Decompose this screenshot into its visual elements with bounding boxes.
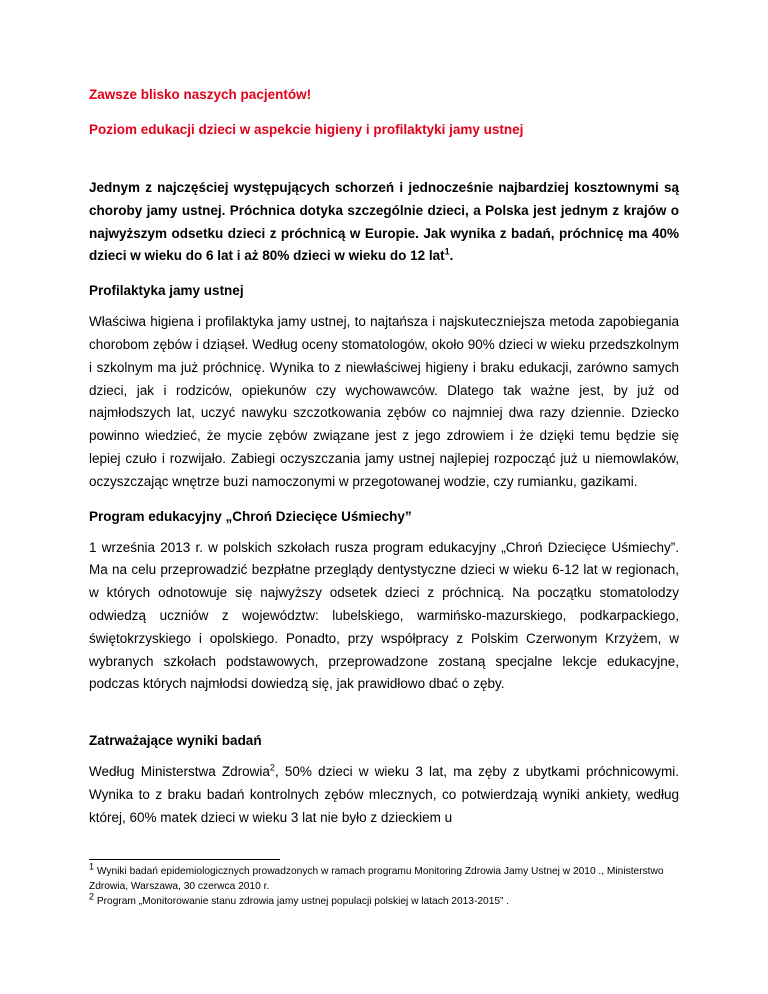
footnote-text-1: Wyniki badań epidemiologicznych prowadzonych w ramach programu Monitoring Zdrowia Jamy Ustnej w 2010 ., Ministerstwo Zdrowia, Warszawa, 30 czerwca 2010 r. [89,866,664,892]
lead-text: Jednym z najczęściej występujących schorzeń i jednocześnie najbardziej kosztownymi są choroby jamy ustnej. Próchnica dotyka szczególnie dzieci, a Polska jest jednym z krajów o najwyższym odsetku dzieci z próchnicą w Europie. Jak wynika z badań, próchnicę ma 40% dzieci w wieku do 6 lat i aż 80% dzieci w wieku do 12 lat [89,180,679,264]
footnote-number-2: 2 [89,891,95,902]
footnote-ref-1: 1 [444,246,450,257]
footnote-number-1: 1 [89,861,95,872]
document-title: Poziom edukacji dzieci w aspekcie higieny i profilaktyki jamy ustnej [89,122,524,137]
section-heading-program: Program edukacyjny „Chroń Dziecięce Uśmiechy” [89,508,412,524]
document-body [89,86,679,830]
wyniki-text-b: , 50% dzieci w wieku 3 lat, ma zęby z ubytkami próchnicowymi. Wynika to z braku badań kontrolnych zębów mlecznych, co potwierdzają wyniki ankiety, według której, 60% matek dzieci w wieku 3 lat nie było z dzieckiem u [89,764,679,825]
lead-paragraph [89,177,679,268]
section-heading-wyniki: Zatrważające wyniki badań [89,733,262,749]
footnote-1 [89,861,679,894]
lead-end: . [449,248,454,264]
footnotes [89,861,679,909]
slogan: Zawsze blisko naszych pacjentów! [89,87,312,102]
footnote-separator [89,859,280,860]
section-heading-profilaktyka: Profilaktyka jamy ustnej [89,283,244,299]
section-text-wyniki [89,761,679,829]
section-text-profilaktyka: Właściwa higiena i profilaktyka jamy ustnej, to najtańsza i najskuteczniejsza metoda zapobiegania chorobom zębów i dziąseł. Według oceny stomatologów, około 90% dzieci w wieku przedszkolnym i szkolnym ma już próchnicę. Wynika to z niewłaściwej higieny i braku edukacji, zarówno samych dzieci, jak i rodziców, opiekunów czy wychowawców. Dlatego tak ważne jest, by już od najmłodszych lat, uczyć nawyku szczotkowania zębów co najmniej dwa razy dziennie. Dziecko powinno wiedzieć, że mycie zębów związane jest z jego zdrowiem i że dzięki temu będzie się lepiej czuło i rozwijało. Zabiegi oczyszczania jamy ustnej najlepiej rozpocząć już u niemowlaków, oczyszczając wnętrze buzi namoczonymi w przegotowanej wodzie, czy rumianku, gazikami. [89,314,679,489]
footnote-2 [89,891,679,909]
footnote-ref-2: 2 [269,762,275,773]
section-text-program: 1 września 2013 r. w polskich szkołach rusza program edukacyjny „Chroń Dziecięce Uśmiechy”. Ma na celu przeprowadzić bezpłatne przeglądy dentystyczne dzieci w wieku 6-12 lat w regionach, w których odnotowuje się najwyższy odsetek dzieci z próchnicą. Na początku stomatolodzy odwiedzą uczniów z województw: lubelskiego, warmińsko-mazurskiego, podkarpackiego, świętokrzyskiego i opolskiego. Ponadto, przy współpracy z Polskim Czerwonym Krzyżem, w wybranych szkołach podstawowych, przeprowadzone zostaną specjalne lekcje edukacyjne, podczas których najmłodsi dowiedzą się, jak prawidłowo dbać o zęby. [89,539,679,692]
footnote-text-2: Program „Monitorowanie stanu zdrowia jamy ustnej populacji polskiej w latach 2013-2015” . [94,896,510,907]
wyniki-text-a: Według Ministerstwa Zdrowia [89,764,270,780]
